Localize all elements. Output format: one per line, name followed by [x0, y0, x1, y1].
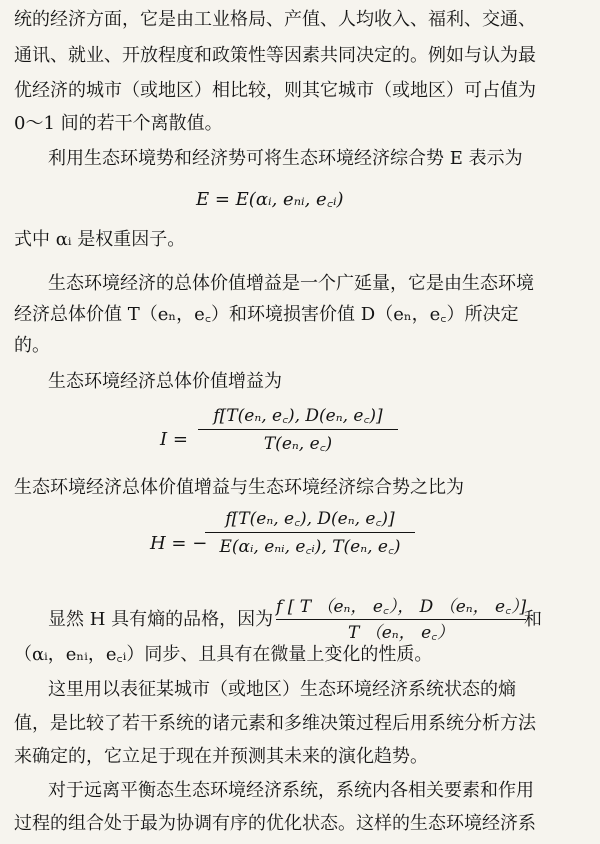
- inline-fraction-denominator: T （eₙ， e꜀）: [347, 623, 455, 643]
- text-line: 0～1 间的若干个离散值。: [14, 113, 223, 134]
- equation-i-denominator: T(eₙ, e꜀): [263, 434, 333, 454]
- text-line: 生态环境经济总体价值增益为: [48, 371, 282, 392]
- text-line: 值，是比较了若干系统的诸元素和多维决策过程后用系统分析方法: [14, 713, 536, 734]
- equation-h-lhs: H = −: [150, 533, 208, 554]
- text-line: 经济总体价值 T（eₙ，e꜀）和环境损害价值 D（eₙ，e꜀）所决定: [14, 304, 519, 325]
- text-line: 统的经济方面，它是由工业格局、产值、人均收入、福利、交通、: [14, 9, 536, 30]
- fraction-bar: [205, 532, 415, 533]
- equation-i-fraction: [198, 405, 398, 455]
- text-line: 式中 αᵢ 是权重因子。: [14, 229, 186, 250]
- text-line: 利用生态环境势和经济势可将生态环境经济综合势 E 表示为: [48, 148, 523, 169]
- equation-i-lhs: I =: [160, 429, 188, 450]
- text-line: 来确定的，它立足于现在并预测其未来的演化趋势。: [14, 746, 428, 767]
- text-line: 生态环境经济总体价值增益与生态环境经济综合势之比为: [14, 477, 464, 498]
- text-line: 通讯、就业、开放程度和政策性等因素共同决定的。例如与认为最: [14, 45, 536, 66]
- fraction-bar: [198, 429, 398, 430]
- text-line: 显然 H 具有熵的品格，因为: [48, 609, 274, 630]
- text-line: 优经济的城市（或地区）相比较，则其它城市（或地区）可占值为: [14, 80, 536, 101]
- equation-i-numerator: f[T(eₙ, e꜀), D(eₙ, e꜀)]: [213, 406, 383, 426]
- text-line: 过程的组合处于最为协调有序的优化状态。这样的生态环境经济系: [14, 813, 536, 834]
- text-line: 的。: [14, 335, 50, 356]
- inline-fraction: [276, 596, 526, 644]
- text-line: 这里用以表征某城市（或地区）生态环境经济系统状态的熵: [48, 679, 516, 700]
- fraction-bar: [276, 619, 526, 620]
- equation-h-fraction: [205, 508, 415, 558]
- text-line: 和: [524, 609, 542, 630]
- text-line: （αᵢ，eₙᵢ，e꜀ᵢ）同步、且具有在微量上变化的性质。: [14, 644, 433, 665]
- equation-h-numerator: f[T(eₙ, e꜀), D(eₙ, e꜀)]: [225, 509, 395, 529]
- text-line: 对于远离平衡态生态环境经济系统，系统内各相关要素和作用: [48, 780, 534, 801]
- inline-fraction-numerator: f [ T （eₙ， e꜀）， D （eₙ， e꜀）]: [276, 597, 527, 617]
- equation-e: E = E(αᵢ, eₙᵢ, e꜀ᵢ): [196, 189, 344, 210]
- equation-h-denominator: E(αᵢ, eₙᵢ, e꜀ᵢ), T(eₙ, e꜀): [219, 537, 401, 557]
- text-line: 生态环境经济的总体价值增益是一个广延量，它是由生态环境: [48, 273, 534, 294]
